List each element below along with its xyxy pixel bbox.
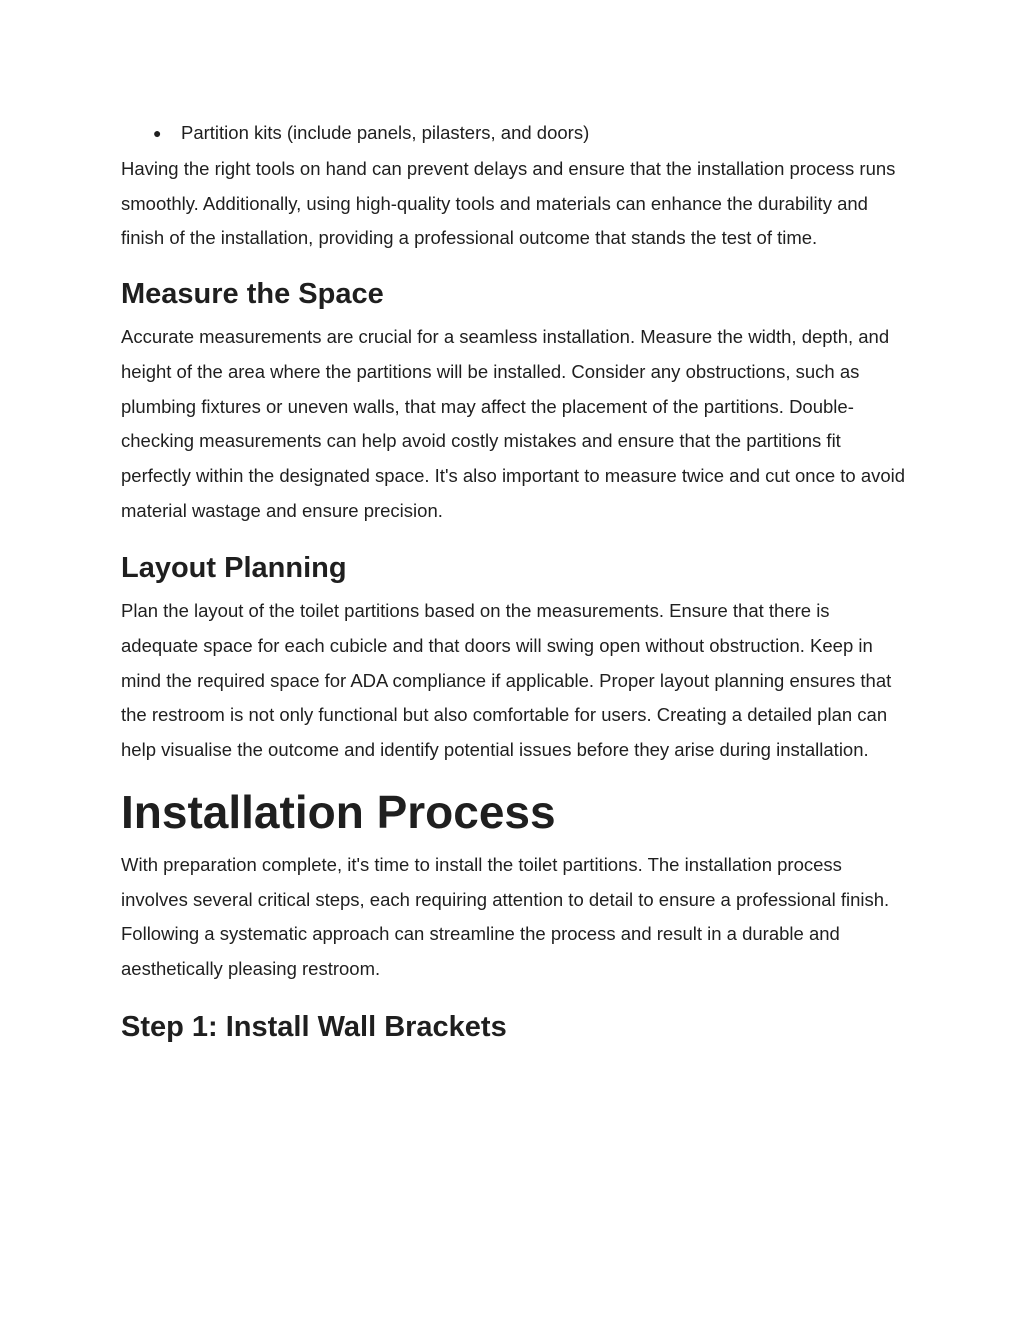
- measure-heading: Measure the Space: [121, 278, 384, 311]
- layout-heading: Layout Planning: [121, 552, 347, 585]
- intro-paragraph: Having the right tools on hand can prevent delays and ensure that the installation process runs smoothly. Additionally, using high-quality tools and materials can enhance the durability and finish of the installation, providing a professional outcome that stands the test of time.: [121, 158, 896, 249]
- bullet-list: [121, 118, 911, 148]
- document-page: [121, 118, 911, 1045]
- measure-paragraph: Accurate measurements are crucial for a seamless installation. Measure the width, depth, and height of the area where the partitions will be installed. Consider any obstructions, such as plumbing fixtures or uneven walls, that may affect the placement of the partitions. Double-checking measurements can help avoid costly mistakes and ensure that the partitions fit perfectly within the designated space. It's also important to measure twice and cut once to avoid material wastage and ensure precision.: [121, 326, 906, 521]
- list-item: [121, 118, 911, 148]
- step1-heading: Step 1: Install Wall Brackets: [121, 1010, 507, 1043]
- bullet-icon: ●: [153, 125, 162, 141]
- layout-paragraph: Plan the layout of the toilet partitions based on the measurements. Ensure that there is adequate space for each cubicle and that doors will swing open without obstruction. Keep in mind the required space for ADA compliance if applicable. Proper layout planning ensures that the restroom is not only functional but also comfortable for users. Creating a detailed plan can help visualise the outcome and identify potential issues before they arise during installation.: [121, 600, 892, 761]
- installation-heading: Installation Process: [121, 785, 556, 838]
- installation-paragraph: With preparation complete, it's time to install the toilet partitions. The installation process involves several critical steps, each requiring attention to detail to ensure a professional finish. Following a systematic approach can streamline the process and result in a durable and aesthetically pleasing restroom.: [121, 853, 890, 979]
- list-item-text: Partition kits (include panels, pilasters, and doors): [181, 122, 590, 143]
